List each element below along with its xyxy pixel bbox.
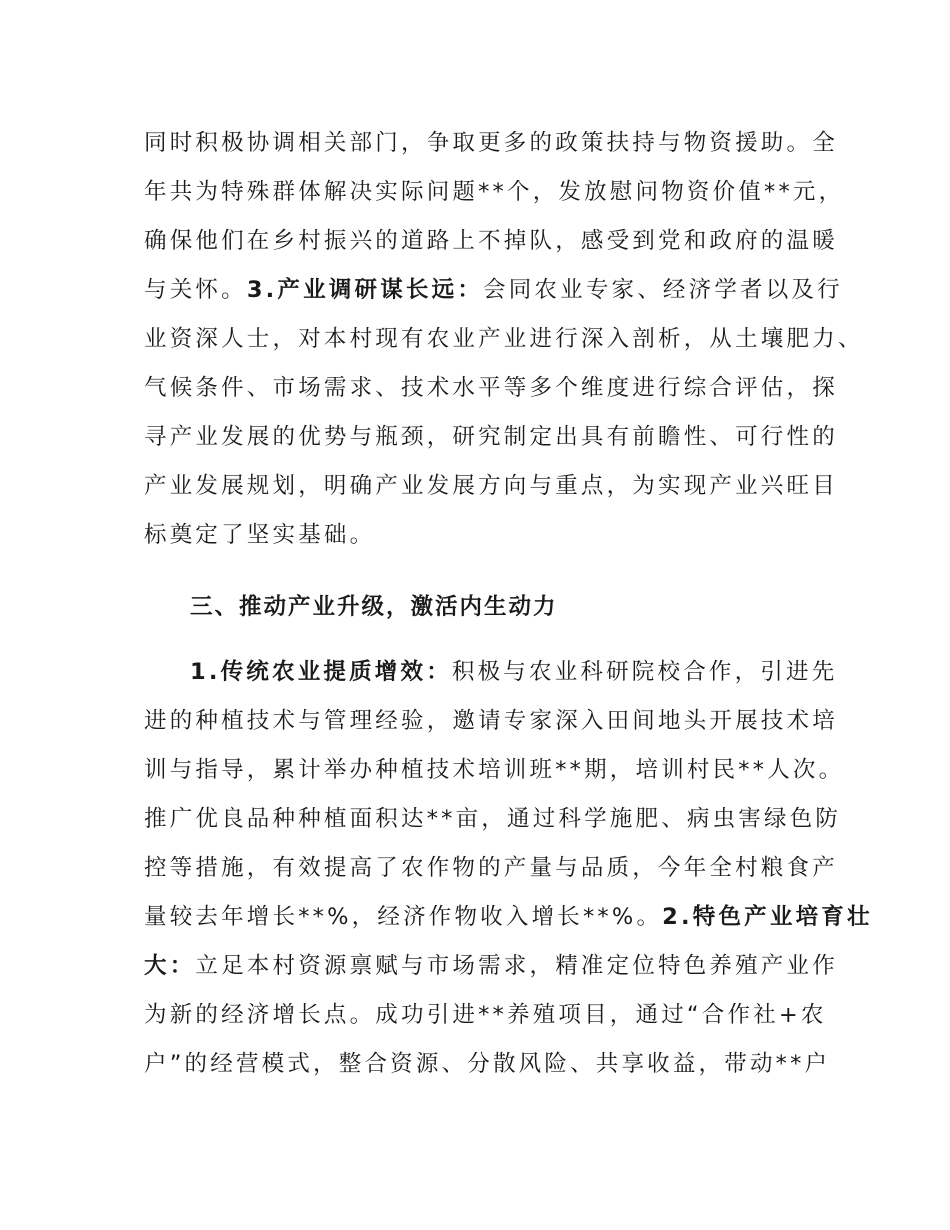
text-line: 业资深人士，对本村现有农业产业进行深入剖析，从土壤肥力、 [144,326,864,352]
text-segment: 会同农业专家、经济学者以及行 [483,277,843,303]
text-line [190,657,837,687]
text-line: 户”的经营模式，整合资源、分散风险、共享收益，带动**户 [144,1051,831,1077]
text-line: 为新的经济增长点。成功引进**养殖项目，通过“合作社+农 [144,1002,827,1028]
text-segment: 立足本村资源禀赋与市场需求，精准定位特色养殖产业作 [195,953,838,979]
text-line: 控等措施，有效提高了农作物的产量与品质，今年全村粮食产 [144,855,838,881]
text-segment: 积极与农业科研院校合作，引进先 [451,659,838,685]
text-line [144,902,873,932]
text-line: 训与指导，累计举办种植技术培训班**期，培训村民**人次。 [144,757,845,783]
text-line: 年共为特殊群体解决实际问题**个，发放慰问物资价值**元， [144,179,845,205]
text-line: 同时积极协调相关部门，争取更多的政策扶持与物资援助。全 [144,130,838,156]
text-line: 标奠定了坚实基础。 [144,522,376,548]
subheading-inline: 2.特色产业培育壮 [662,904,873,930]
text-line [144,275,843,305]
subheading-inline: 3.产业调研谋长远： [246,277,484,303]
text-line: 确保他们在乡村振兴的道路上不掉队，感受到党和政府的温暖 [144,228,838,254]
subheading-inline: 大： [144,953,196,979]
text-line [144,951,838,981]
text-line: 进的种植技术与管理经验，邀请专家深入田间地头开展技术培 [144,708,838,734]
text-line: 产业发展规划，明确产业发展方向与重点，为实现产业兴旺目 [144,473,838,499]
text-segment: 量较去年增长**%，经济作物收入增长**%。 [144,904,663,930]
text-line: 气候条件、市场需求、技术水平等多个维度进行综合评估，探 [144,375,838,401]
text-line: 寻产业发展的优势与瓶颈，研究制定出具有前瞻性、可行性的 [144,424,838,450]
section-heading: 三、推动产业升级，激活内生动力 [190,594,558,620]
subheading-inline: 1.传统农业提质增效： [190,659,452,685]
text-segment: 与关怀。 [144,277,247,303]
text-line: 推广优良品种种植面积达**亩，通过科学施肥、病虫害绿色防 [144,806,842,832]
